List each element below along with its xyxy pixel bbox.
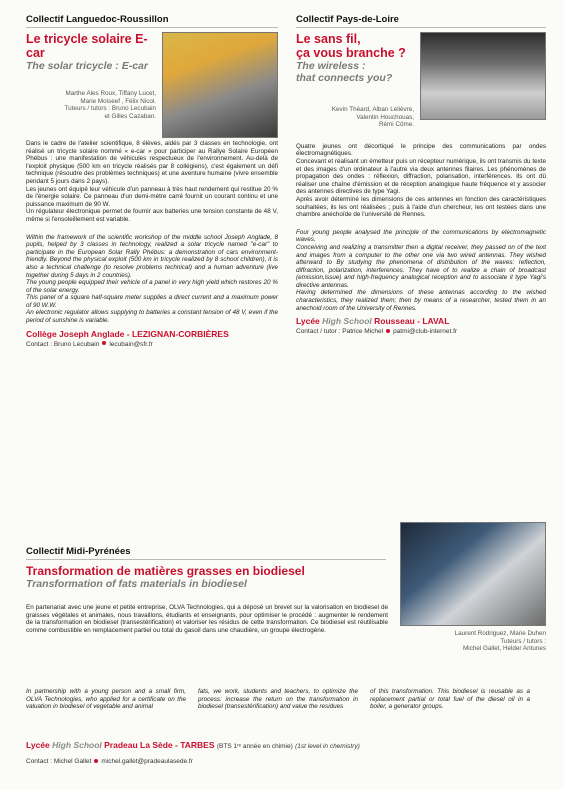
lr-email-link[interactable]: lecubain@sfr.fr (109, 340, 153, 348)
pl-title-2: ça vous branche ? (296, 46, 406, 60)
lr-en-1: Within the framework of the scientific workshop of the middle school Joseph Anglade, 8 pupils, helped by 3 classes in technology, realized a solar tricycle named "e-car" to participate in the European Solar Rally Phébus: a demonstration of cars environment-friendly. Beyond the physical exploit (500 km in tricycle realized by 8 school children), it is also a technical challenge (to resolve problems technical) and a human adventure (live together during 5 days in 2 countries). (26, 233, 278, 279)
mp-subtitle: Transformation of fats materials in biodiesel (26, 578, 247, 590)
pl-title-1: Le sans fil, (296, 32, 361, 46)
bullet-icon (102, 341, 106, 345)
pl-photo (420, 32, 546, 120)
lr-photo (162, 32, 278, 138)
pl-school: Lycée High School Rousseau - LAVAL (296, 316, 450, 327)
pl-fr-2: Concevant et réalisant un émetteur puis un récepteur numérique, ils ont transmis du texte et des images d'un ordinateur à l'autre via deux antennes filaires. Les phénomènes de propagation des ondes : réflexion, diffraction, polarisation, interférences. Ils ont dû réaliser une chaîne d'émission et de réception analogique haute fréquence et y associer des antennes directives de type Yagi. (296, 157, 546, 196)
mp-header: Collectif Midi-Pyrénées (26, 546, 386, 560)
pl-en-2: Conceiving and realizing a transmitter then a digital receiver, they passed on of the text and images from a computer to the other one via two wired antennas. They wished afterward to By studying the phenomena of distribution of the waves: reflection, diffraction, polarization, interferences. They have of to realize a chain of broadcast (emission,issue) and high-frequency analogical reception and to associate it type Yagi's directive antennas. (296, 243, 546, 289)
pl-fr-3: Après avoir déterminé les dimensions de ces antennes en fonction des caractéristiques souhaitées, ils les ont réalisées ; puis à l'aide d'un chercheur, les ont testées dans une chambre anéchoïde de l'université de Rennes. (296, 195, 546, 219)
pl-en-1: Four young people analysed the principle of the communications by electromagnetic waves. (296, 228, 546, 244)
mp-title: Transformation de matières grasses en biodiesel (26, 564, 305, 578)
mp-en-2: fats, we work, students and teachers, to optimize the process: increase the return on the transformation in biodiesel (transestérification) and value the residues (198, 688, 358, 711)
bullet-icon (386, 329, 390, 333)
pl-subtitle-1: The wireless : (296, 60, 366, 72)
pl-fr-1: Quatre jeunes ont décortiqué le principe des communications par ondes électromagnétiques. (296, 142, 546, 158)
pl-header: Collectif Pays-de-Loire (296, 14, 546, 28)
pl-names: Kevin Théard, Alban Lelièvre, Valentin Houchouas, Rémi Côme. (331, 106, 414, 129)
mp-photo (400, 522, 546, 626)
pl-subtitle-2: that connects you? (296, 72, 393, 84)
lr-en-2: The young people equipped their vehicle of a panel in very high yield which restores 20 % of the solar energy. (26, 279, 278, 294)
mp-school: Lycée High School Pradeau La Sède - TARBES (BTS 1ʳᵉ année en chimie) (1st level in chemistry) (26, 740, 360, 750)
bullet-icon (94, 759, 98, 763)
mp-fr: En partenariat avec une jeune et petite entreprise, OLVA Technologies, qui a déposé un brevet sur la valorisation en biodiesel de graisses végétales et animales, nous travaillons, étudiants et enseignants, pour optimiser le procédé : augmenter le rendement de la transformation en biodiesel (transestérification) et valoriser les résidus de cette transformation. Ce biodiesel est réutilisable comme combustible en remplacement partiel ou total du gasoil dans une chaudière, un groupe électrogène. (26, 604, 388, 634)
lr-header: Collectif Languedoc-Roussillon (26, 14, 278, 28)
lr-en-4: An electronic regulator allows supplying to batteries a constant tension of 48 V, even if the period of sunshine is variable. (26, 309, 278, 325)
lr-section (26, 14, 278, 348)
lr-fr-2: Les jeunes ont équipé leur véhicule d'un panneau à très haut rendement qui restitue 20 % de l'énergie solaire. Ce panneau d'un demi-mètre carré fournit un courant continu et une puissance maximum de 90 W. (26, 185, 278, 208)
pl-contact: Contact / tutor : Patrice Michel patmi@club-internet.fr (296, 328, 458, 336)
lr-names: Marthe Ales Roux, Tiffany Lucet, Marie Moiseef , Félix Nicol. Tuteurs / tutors : Bruno Lecubain et Gilles Cazaban. (64, 90, 156, 120)
lr-title: Le tricycle solaire E-car (26, 32, 148, 60)
lr-fr-1: Dans le cadre de l'atelier scientifique, 8 élèves, aidés par 3 classes en technologie, ont réalisé un tricycle solaire nommé « e-car » pour participer au Rallye Solaire Européen Phébus : une manifestation de véhicules respectueux de l'environnement. Au-delà de l'exploit physique (500 km en tricycle réalisés par 8 collégiens), c'est également un défi technique (résoudre des problèmes techniques) et une aventure humaine (vivre ensemble pendant 5 jours dans 2 pays). (26, 140, 278, 185)
mp-email-link[interactable]: michel.gallet@pradeaulasede.fr (101, 758, 193, 765)
mp-contact: Contact : Michel Gallet michel.gallet@pradeaulasede.fr (26, 758, 193, 765)
lr-contact: Contact : Bruno Lecubain lecubain@sfr.fr (26, 340, 153, 348)
mp-names: Laurent Rodriguez, Marie Duhen Tuteurs / tutors : Michel Gallet, Helder Antunes (454, 630, 546, 653)
lr-fr-3: Un régulateur électronique permet de fournir aux batteries une tension constante de 48 V, même si l'ensoleillement est variable. (26, 208, 278, 223)
lr-school: Collège Joseph Anglade - LEZIGNAN-CORBIÈRES (26, 328, 229, 339)
lr-subtitle: The solar tricycle : E-car (26, 60, 148, 72)
pl-email-link[interactable]: patmi@club-internet.fr (393, 328, 458, 336)
mp-en-1: In partnership with a young person and a small firm, OLVA Technologies, who applied for a certificate on the valuation in biodiesel of vegetable and animal (26, 688, 186, 711)
pl-en-3: Having determined the dimensions of these antennas according to the wished characteristics, they realized them; then by means of a researcher, tested them in an anechoid room of the University of Rennes. (296, 289, 546, 312)
pl-section (296, 14, 546, 335)
mp-en (26, 688, 530, 711)
mp-en-3: of this transformation. This biodiesel is reusable as a replacement partial or total fuel of the diesel oil in a boiler, a generator groups. (370, 688, 530, 711)
lr-en-3: This panel of a square half-square meter supplies a direct current and a maximum power of 90 W.W. (26, 294, 278, 309)
